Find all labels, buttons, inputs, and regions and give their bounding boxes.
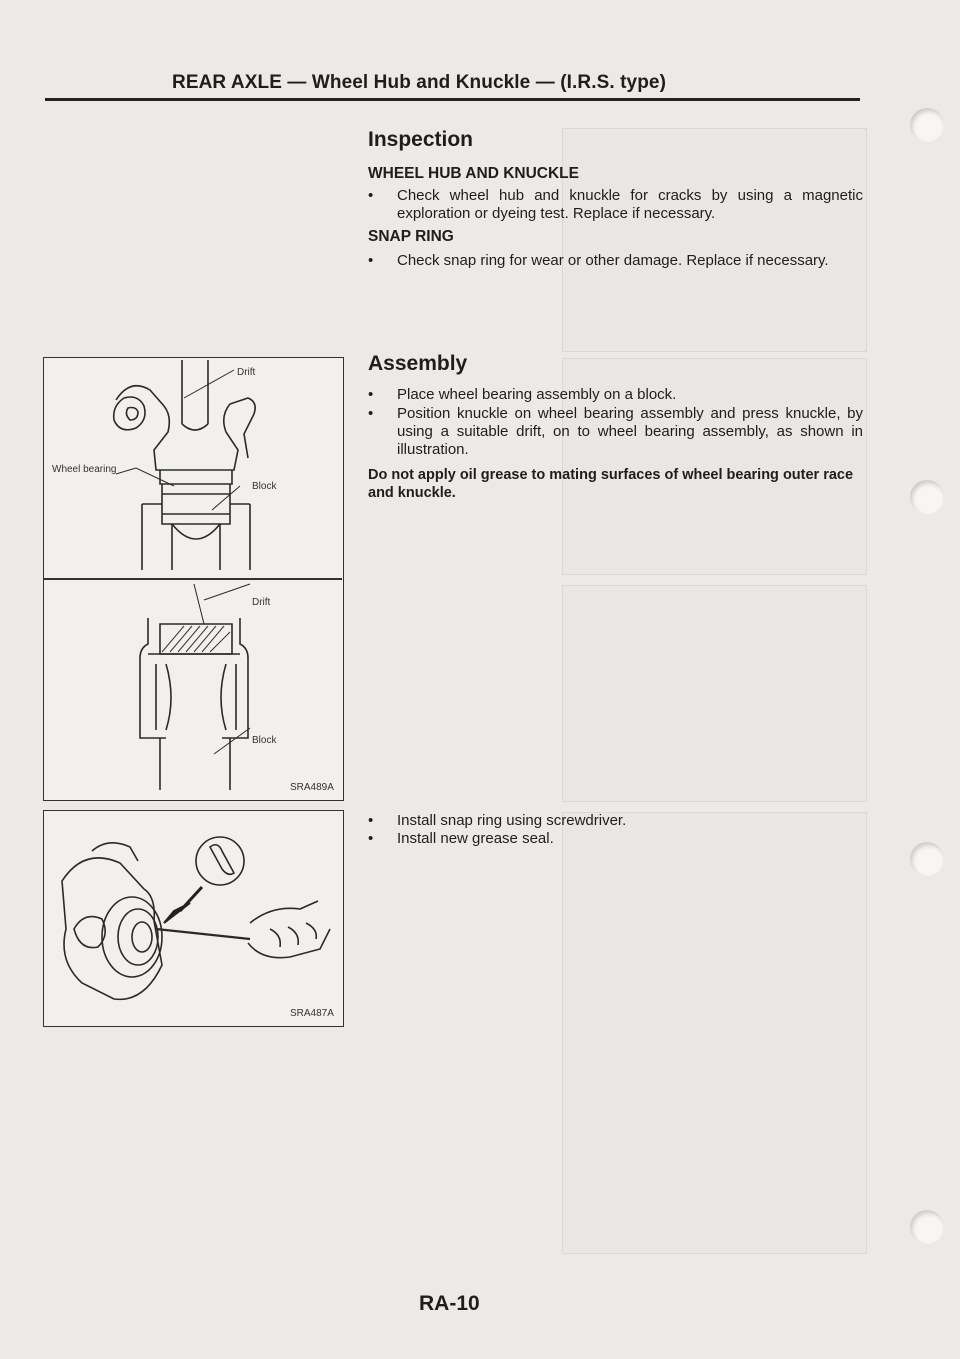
show-through-frame xyxy=(562,585,867,802)
assembly-bullet-text: Install new grease seal. xyxy=(397,830,554,847)
assembly-bullet-text: Install snap ring using screwdriver. xyxy=(397,812,627,829)
inspection-title: Inspection xyxy=(368,128,474,151)
show-through-frame xyxy=(562,812,867,1254)
header-rule xyxy=(45,98,860,101)
label-drift-bottom: Drift xyxy=(252,597,271,608)
snap-ring-bullet xyxy=(368,252,863,270)
snap-ring-bullet-text: Check snap ring for wear or other damage. Replace if necessary. xyxy=(397,252,829,269)
bullet-glyph: • xyxy=(368,830,374,847)
assembly-bullet xyxy=(368,386,863,404)
label-wheel-bearing: Wheel bearing xyxy=(52,464,117,475)
binder-hole xyxy=(910,1210,944,1244)
assembly-bullet xyxy=(368,405,863,459)
figure-code: SRA489A xyxy=(290,782,334,793)
snap-ring-heading: SNAP RING xyxy=(368,228,454,245)
assembly-title: Assembly xyxy=(368,352,468,375)
assembly-bullet-text: Place wheel bearing assembly on a block. xyxy=(397,386,677,403)
binder-hole xyxy=(910,842,944,876)
bullet-glyph: • xyxy=(368,812,374,829)
assembly-caution-note: Do not apply oil grease to mating surfaces of wheel bearing outer race and knuckle. xyxy=(368,467,854,501)
page-number: RA-10 xyxy=(419,1292,480,1315)
show-through-frame xyxy=(562,128,867,352)
bullet-glyph: • xyxy=(368,187,374,204)
assembly-bullet xyxy=(368,812,863,830)
page-header-title: REAR AXLE — Wheel Hub and Knuckle — (I.R.S. type) xyxy=(172,72,667,93)
wheel-hub-bullet xyxy=(368,187,863,223)
bullet-glyph: • xyxy=(368,252,374,269)
bullet-glyph: • xyxy=(368,405,374,422)
wheel-hub-bullet-text: Check wheel hub and knuckle for cracks by using a magnetic exploration or dyeing test. Replace if necessary. xyxy=(397,187,863,222)
snap-ring-illustration xyxy=(44,811,342,1024)
binder-hole xyxy=(910,108,944,142)
press-knuckle-illustration xyxy=(44,358,342,798)
figure-code: SRA487A xyxy=(290,1008,334,1019)
assembly-bullet xyxy=(368,830,863,848)
label-block-bottom: Block xyxy=(252,735,277,746)
label-drift-top: Drift xyxy=(237,367,256,378)
wheel-hub-heading: WHEEL HUB AND KNUCKLE xyxy=(368,165,579,182)
bullet-glyph: • xyxy=(368,386,374,403)
binder-hole xyxy=(910,480,944,514)
label-block-top: Block xyxy=(252,481,277,492)
assembly-bullet-text: Position knuckle on wheel bearing assembly and press knuckle, by using a suitable drift, on to wheel bearing assembly, as shown in illustration. xyxy=(397,405,863,458)
